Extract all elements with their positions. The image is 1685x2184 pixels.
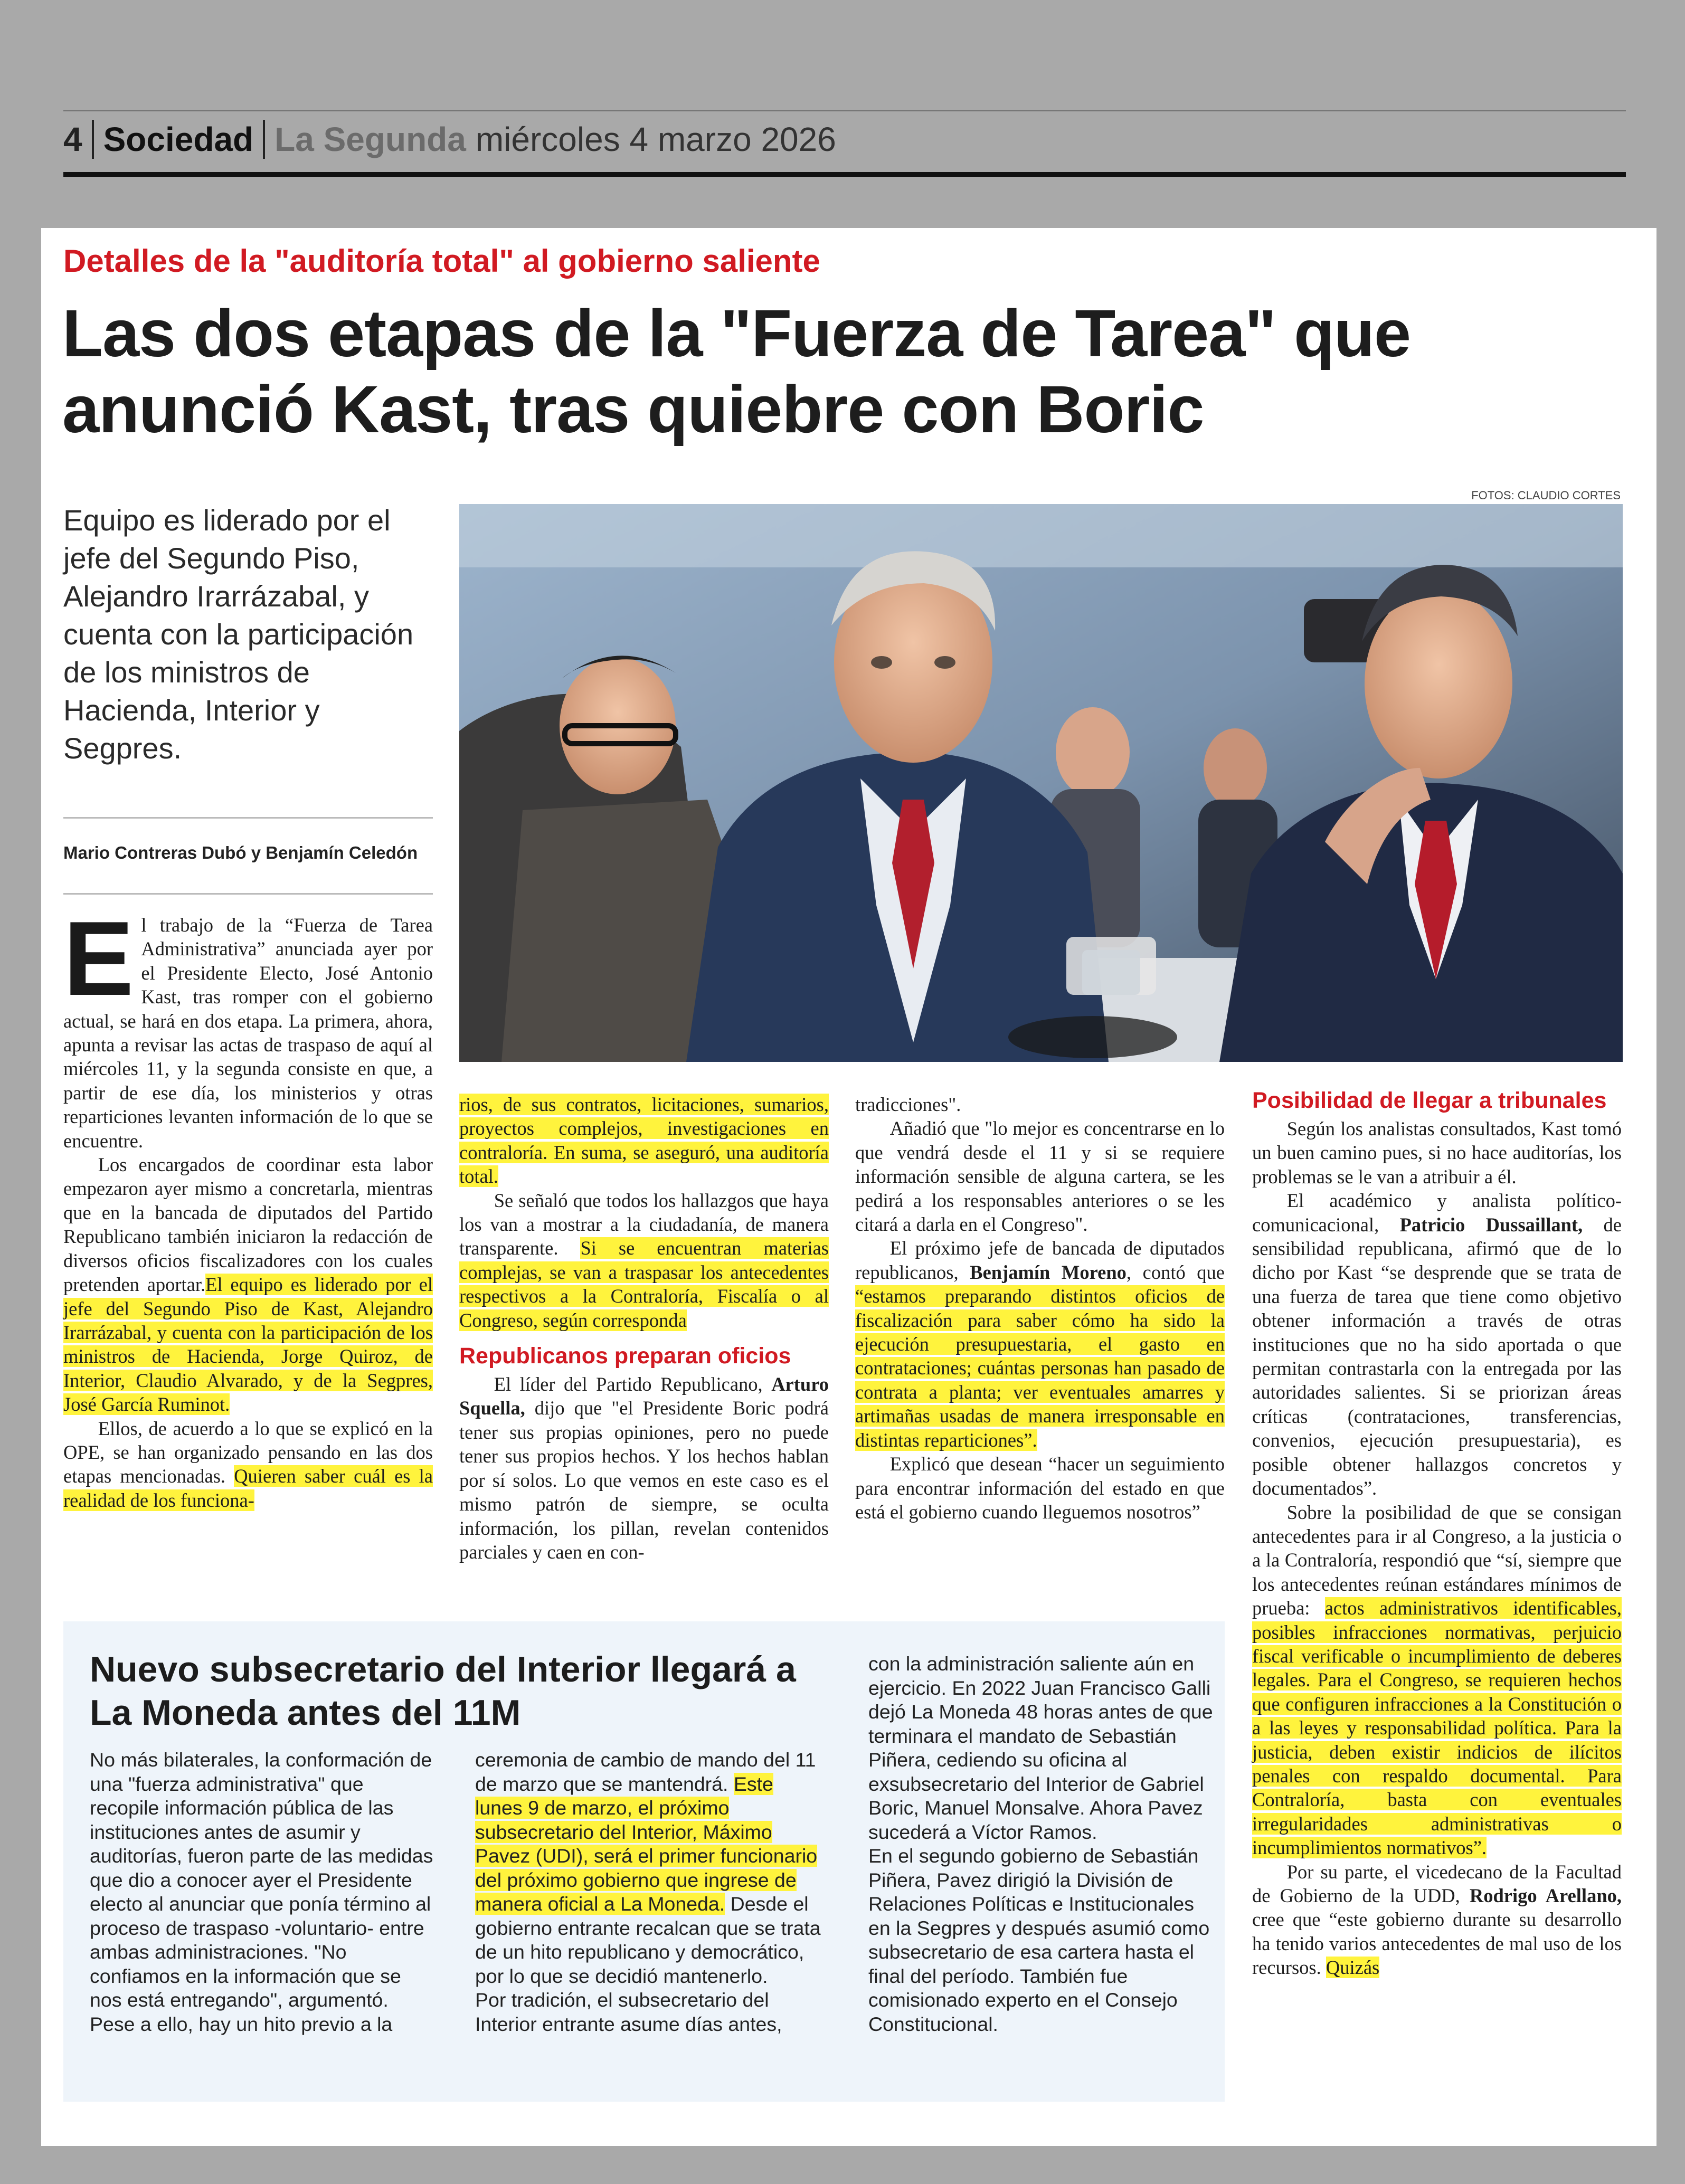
article-photo: [459, 504, 1623, 1062]
article-column-2: [459, 1093, 829, 1564]
paragraph: [1252, 1501, 1622, 1860]
divider: [63, 893, 433, 895]
paragraph: [1252, 1189, 1622, 1500]
paragraph: No más bilaterales, la conformación de una "fuerza administrativa" que recopile información pública de las instituciones antes de asumir y auditorías, fueron parte de las medidas que dio a conocer ayer el Presidente electo al anunciar que ponía término al proceso de traspaso -voluntario- entre ambas administraciones. "No confiamos en la información que se nos está entregando", argumentó.: [90, 1749, 433, 2011]
highlighted-text: Quieren saber cuál es la realidad de los funciona-: [63, 1465, 433, 1511]
paragraph-text: El líder del Partido Republicano,: [494, 1373, 772, 1395]
section-subhead: Republicanos preparan oficios: [459, 1343, 791, 1369]
divider: [63, 817, 433, 819]
paragraph: tradicciones".: [855, 1094, 961, 1115]
paragraph: Según los analistas consultados, Kast tomó un buen camino pues, si no hace auditorías, los problemas se le van a atribuir a él.: [1252, 1118, 1622, 1188]
article-lede: Equipo es liderado por el jefe del Segundo Piso, Alejandro Irarrázabal, y cuenta con la participación de los ministros de Hacienda, Interior y Segpres.: [63, 504, 414, 765]
paragraph: [63, 900, 433, 1153]
highlighted-text: Este lunes 9 de marzo, el próximo subsecretario del Interior, Máximo Pavez (UDI), será el primer funcionario del próximo gobierno que ingrese de manera oficial a La Moneda.: [475, 1772, 818, 1915]
sidebar-column-1: [90, 1748, 438, 2036]
paragraph-text: l trabajo de la “Fuerza de Tarea Administrativa” anunciada ayer por el Presidente Electo, José Antonio Kast, tras romper con el gobierno actual, se hará en dos etapa. La primera, ahora, apunta a revisar las actas de traspaso de aquí al miércoles 11, y la segunda consiste en que, a partir de ese día, los ministerios y otras reparticiones levanten información de lo que se encuentre.: [63, 914, 433, 1152]
sidebar-column-2: [475, 1748, 823, 2036]
highlighted-text: rios, de sus contratos, licitaciones, sumarios, proyectos complejos, investigaciones en contraloría. En suma, se aseguró, una auditoría total.: [459, 1094, 829, 1188]
paragraph-text: ceremonia de cambio de mando del 11 de marzo que se mantendrá.: [475, 1749, 816, 1795]
highlighted-text: “estamos preparando distintos oficios de fiscalización para saber cómo ha sido la ejecución presupuestaria, el gasto en contrataciones; cuántas personas han pasado de contrata a planta; ver eventuales amarres y artimañas usadas de manera irresponsable en distintas reparticiones”.: [855, 1285, 1225, 1451]
person-name: Arturo Squella,: [459, 1373, 829, 1419]
paragraph: [855, 1236, 1225, 1452]
paragraph-text: Desde el gobierno entrante recalcan que se trata de un hito republicano y democrático, por lo que se decidió mantenerlo.: [475, 1893, 821, 1987]
paragraph: [459, 1189, 829, 1332]
article-column-1: [63, 900, 433, 1512]
person-name: Rodrigo Arellano,: [1469, 1885, 1622, 1906]
paragraph-text: , contó que: [1126, 1261, 1225, 1283]
paragraph: [1252, 1860, 1622, 1980]
paragraph: En el segundo gobierno de Sebastián Piñera, Pavez dirigió la División de Relaciones Políticas e Institucionales en la Segpres y después asumió como subsecretario de esa cartera hasta el final del período. También fue comisionado experto en el Consejo Constitucional.: [868, 1845, 1210, 2035]
person-name: Benjamín Moreno: [970, 1261, 1127, 1283]
page-header: [63, 119, 836, 159]
paragraph-text: cree que “este gobierno durante su desarrollo ha tenido varios antecedentes de mal uso de los recursos.: [1252, 1908, 1622, 1979]
sidebar-box: [63, 1621, 1225, 2102]
paragraph-text: Se señaló que todos los hallazgos que haya los van a mostrar a la ciudadanía, de manera transparente.: [459, 1189, 829, 1259]
paragraph-text: Los encargados de coordinar esta labor empezaron ayer mismo a concretarla, mientras que en la bancada de diputados del Partido Republicano también iniciaron la redacción de diversos oficios fiscalizadores con los cuales pretenden aportar.: [63, 1154, 433, 1296]
highlighted-text: Quizás: [1326, 1957, 1380, 1979]
article-column-3: [855, 1093, 1225, 1524]
paragraph: [459, 1093, 829, 1189]
paragraph-text: El próximo jefe de bancada de diputados republicanos,: [855, 1237, 1225, 1283]
paragraph: Explicó que desean “hacer un seguimiento para encontrar información del estado en que está el gobierno cuando lleguemos nosotros”: [855, 1453, 1225, 1523]
section-subhead: Posibilidad de llegar a tribunales: [1252, 1088, 1607, 1113]
header-top-line: [63, 110, 1626, 111]
person-name: Patricio Dussaillant,: [1399, 1213, 1583, 1236]
photo-credit: FOTOS: CLAUDIO CORTES: [1471, 489, 1621, 502]
page-number: 4: [63, 120, 94, 159]
photo-three-men-at-event-icon: [459, 504, 1623, 1062]
drop-cap: E: [63, 900, 134, 1018]
header-rule: [63, 172, 1626, 177]
article-kicker: Detalles de la "auditoría total" al gobierno saliente: [63, 243, 820, 279]
paragraph-text: El académico y analista político-comunicacional,: [1252, 1190, 1622, 1236]
highlighted-text: El equipo es liderado por el jefe del Segundo Piso de Kast, Alejandro Irarrázabal, y cuenta con la participación de los ministros de Hacienda, Jorge Quiroz, de Interior, Claudio Alvarado, y de la Segpres, José García Ruminot.: [63, 1274, 433, 1416]
publication-name: La Segunda: [274, 120, 466, 158]
paragraph: [475, 1748, 823, 1988]
paragraph: con la administración saliente aún en ejercicio. En 2022 Juan Francisco Galli dejó La Moneda 48 horas antes de que terminara el mandato de Sebastián Piñera, cediendo su oficina al exsubsecretario del Interior de Gabriel Boric, Manuel Monsalve. Ahora Pavez sucederá a Víctor Ramos.: [868, 1653, 1213, 1843]
paragraph-text: Ellos, de acuerdo a lo que se explicó en la OPE, se han organizado pensando en las dos etapas mencionadas.: [63, 1417, 433, 1487]
sidebar-column-3: [868, 1652, 1217, 2036]
paragraph-text: Por su parte, el vicedecano de la Facultad de Gobierno de la UDD,: [1252, 1860, 1622, 1906]
highlighted-text: Si se encuentran materias complejas, se van a traspasar los antecedentes respectivos a la Contraloría, Fiscalía o al Congreso, según corresponda: [459, 1237, 829, 1331]
paragraph: Añadió que "lo mejor es concentrarse en lo que vendrá desde el 11 y si se requiere información sensible de alguna cartera, se les pedirá a los responsables anteriores o se les citará a darla en el Congreso".: [855, 1117, 1225, 1236]
paragraph: [459, 1372, 829, 1564]
article-column-4: [1252, 1087, 1622, 1980]
article-headline: Las dos etapas de la "Fuerza de Tarea" que anunció Kast, tras quiebre con Boric: [62, 296, 1411, 447]
paragraph: [63, 1417, 433, 1513]
highlighted-text: actos administrativos identificables, posibles infracciones normativas, perjuicio fiscal verificable o incumplimiento de deberes legales. Para el Congreso, se requieren hechos que configuren infracciones a la Constitución o a las leyes y responsabilidad política. Para la justicia, deben existir indicios de ilícitos penales con respaldo documental. Para Contraloría, basta con eventuales irregularidades administrativas o incumplimientos normativos”.: [1252, 1597, 1622, 1859]
paragraph: Por tradición, el subsecretario del Interior entrante asume días antes,: [475, 1989, 782, 2035]
section-name: Sociedad: [94, 120, 266, 159]
sidebar-title: Nuevo subsecretario del Interior llegará a La Moneda antes del 11M: [90, 1649, 796, 1733]
issue-date: miércoles 4 marzo 2026: [475, 120, 836, 158]
paragraph: [63, 1153, 433, 1416]
paragraph-text: Sobre la posibilidad de que se consigan antecedentes para ir al Congreso, a la justicia o a la Contraloría, respondió que “sí, siempre que los antecedentes reúnan estándares mínimos de prueba:: [1252, 1501, 1622, 1619]
paragraph-text: de sensibilidad republicana, afirmó que de lo dicho por Kast “se desprende que se trata de una fuerza de tarea que tiene como objetivo obtener información a través de otras instituciones que no ha sido aportada o que permitan contrastarla con la entregada por las autoridades salientes. Si se priorizan áreas críticas (contrataciones, transferencias, convenios, ejecución presupuestaria), es posible obtener hallazgos concretos y documentados”.: [1252, 1213, 1622, 1499]
paragraph-text: dijo que "el Presidente Boric podrá tener sus propias opiniones, pero no puede tener sus propios hechos. Y los hechos hablan por sí solos. Lo que vemos en este caso es el mismo patrón de siempre, se oculta información, los pillan, revelan contenidos parciales y caen en con-: [459, 1397, 829, 1563]
paragraph: Pese a ello, hay un hito previo a la: [90, 2012, 393, 2035]
byline: Mario Contreras Dubó y Benjamín Celedón: [63, 843, 418, 862]
